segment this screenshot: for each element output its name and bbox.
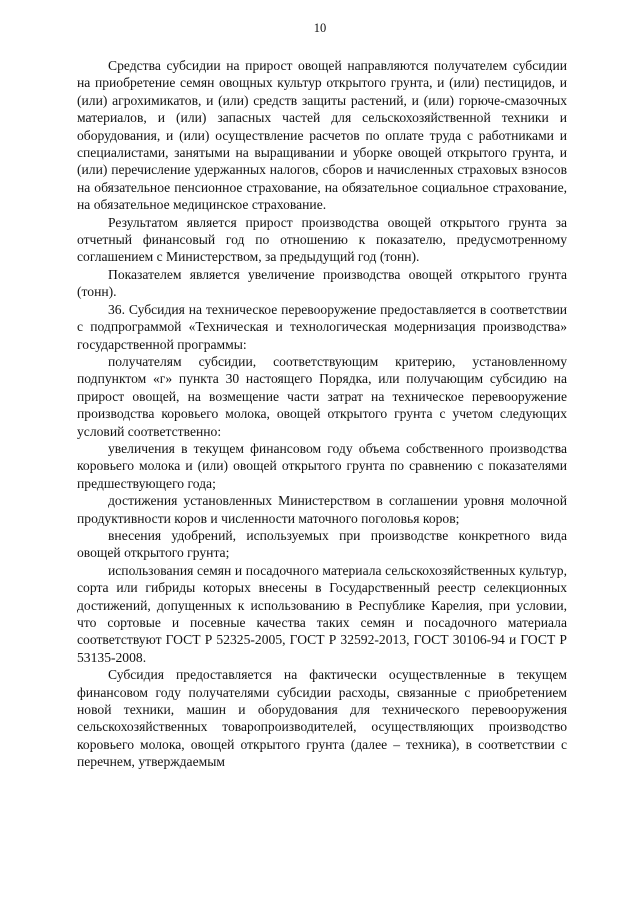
- paragraph-item-36: 36. Субсидия на техническое перевооружение предоставляется в соответствии с подпрограммой «Техническая и технологическая модернизация производства» государственной программы:: [77, 301, 567, 352]
- paragraph-indicator: Показателем является увеличение производства овощей открытого грунта (тонн).: [77, 266, 567, 300]
- paragraph-condition-volume: увеличения в текущем финансовом году объема собственного производства коровьего молока и (или) овощей открытого грунта по сравнению с показателями предшествующего года;: [77, 440, 567, 491]
- paragraph-subsidy-use: Средства субсидии на прирост овощей направляются получателем субсидии на приобретение семян овощных культур открытого грунта, и (или) пестицидов, и (или) агрохимикатов, и (или) средств защиты растений, и (или) горюче-смазочных материалов, и (или) запасных частей для сельскохозяйственной техники и оборудования, и (или) осуществление расчетов по оплате труда с работниками и специалистами, занятыми на выращивании и уборке овощей открытого грунта, и (или) перечисление удержанных налогов, сборов и начисленных страховых взносов на обязательное пенсионное страхование, на обязательное социальное страхование, на обязательное медицинское страхование.: [77, 58, 567, 213]
- paragraph-recipients: получателям субсидии, соответствующим критерию, установленному подпунктом «г» пункта 30 настоящего Порядка, или получающим субсидию на прирост овощей, на возмещение части затрат на техническое перевооружение производства коровьего молока, овощей открытого грунта с учетом следующих условий соответственно:: [77, 353, 567, 439]
- paragraph-condition-seeds: использования семян и посадочного материала сельскохозяйственных культур, сорта или гибриды которых внесены в Государственный реестр селекционных достижений, допущенных к использованию в Республике Карелия, при условии, что сортовые и посевные качества таких семян и посадочного материала соответствуют ГОСТ Р 52325-2005, ГОСТ Р 32592-2013, ГОСТ 30106-94 и ГОСТ Р 53135-2008.: [77, 562, 567, 665]
- paragraph-condition-fertilizers: внесения удобрений, используемых при производстве конкретного вида овощей открытого грунта;: [77, 527, 567, 561]
- paragraph-result: Результатом является прирост производства овощей открытого грунта за отчетный финансовый год по отношению к показателю, предусмотренному соглашением с Министерством, за предыдущий год (тонн).: [77, 214, 567, 265]
- page-number: 10: [313, 21, 327, 35]
- paragraph-condition-productivity: достижения установленных Министерством в соглашении уровня молочной продуктивности коров и численности маточного поголовья коров;: [77, 493, 567, 526]
- paragraph-expenses: Субсидия предоставляется на фактически осуществленные в текущем финансовом году получателями субсидии расходы, связанные с приобретением новой техники, машин и оборудования для технического перевооружения сельскохозяйственных товаропроизводителей, осуществляющих производство коровьего молока, овощей открытого грунта (далее – техника), в соответствии с перечнем, утверждаемым: [77, 667, 567, 770]
- document-body: [77, 57, 567, 771]
